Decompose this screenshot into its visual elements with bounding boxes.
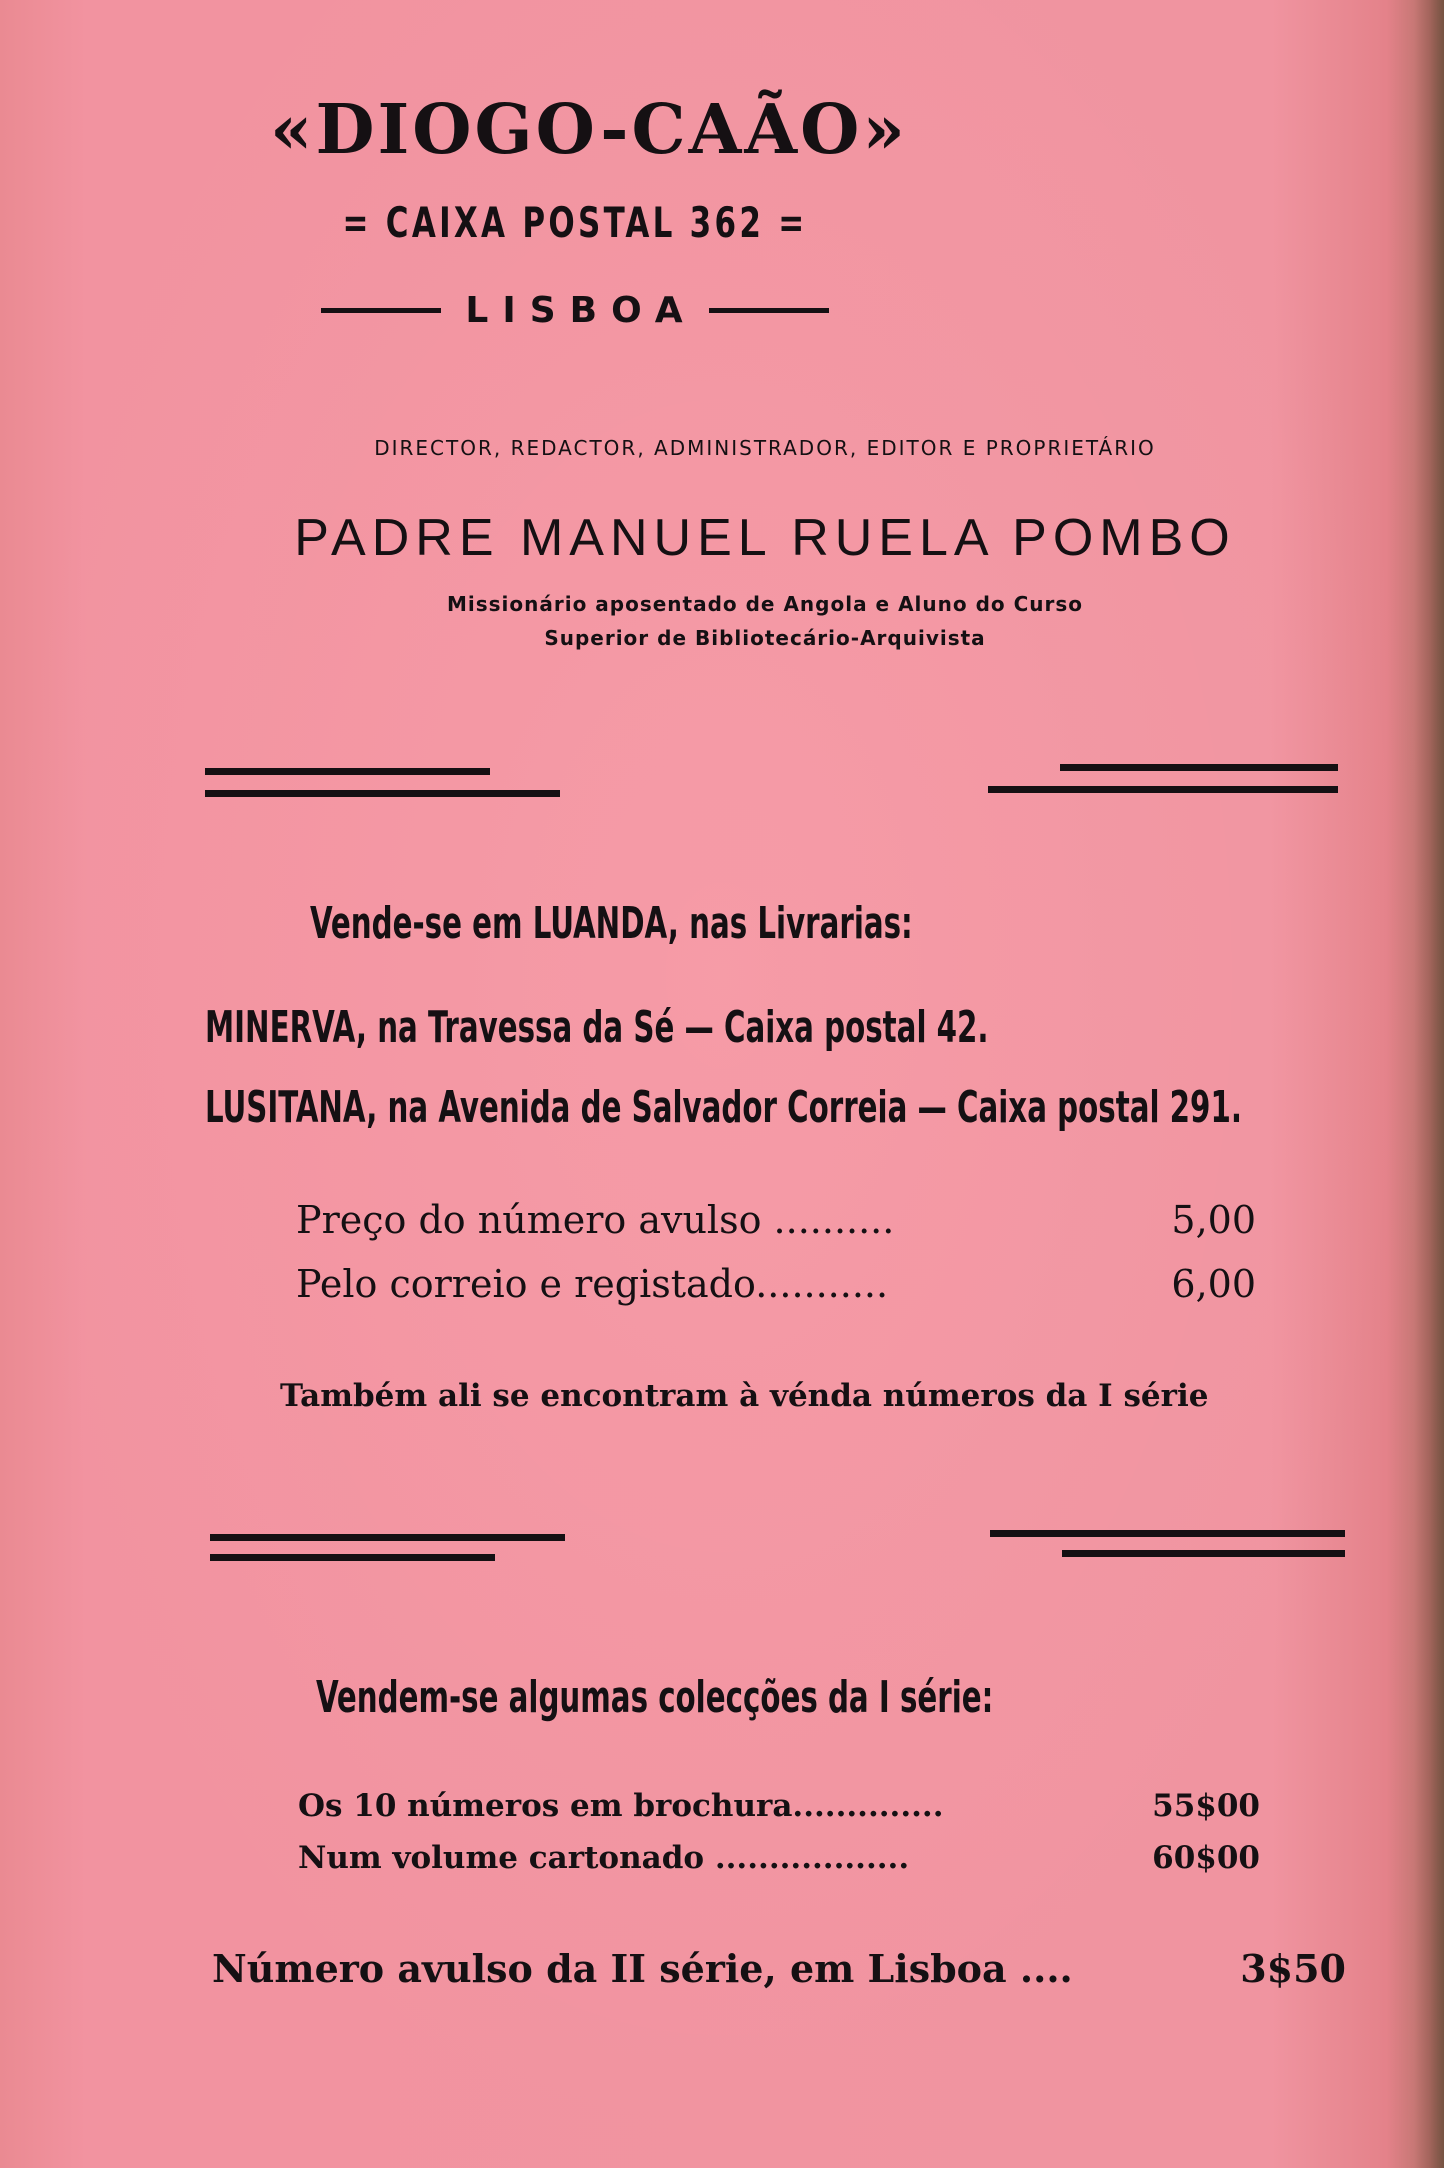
collection-label: Num volume cartonado .................. xyxy=(298,1840,910,1876)
bookshop-minerva xyxy=(205,1002,989,1053)
second-series-label: Número avulso da II série, em Lisboa .... xyxy=(212,1946,1073,1991)
bookshop-name: MINERVA xyxy=(205,1002,356,1053)
upper-left-double-rule xyxy=(205,768,565,798)
page-edge-shadow xyxy=(1414,0,1444,2168)
bookshop-details: , na Avenida de Salvador Correia — Caixa postal 291. xyxy=(366,1082,1242,1133)
second-series-price: 3$50 xyxy=(1240,1946,1346,1991)
director-name: PADRE MANUEL RUELA POMBO xyxy=(294,509,1236,567)
city-line xyxy=(270,290,880,331)
rule-bar xyxy=(205,768,490,775)
first-series-availability-note: Também ali se encontram à vénda números da I série xyxy=(280,1378,1209,1414)
city-right-rule xyxy=(709,308,829,313)
price-label: Preço do número avulso .......... xyxy=(296,1198,895,1242)
rule-bar xyxy=(210,1534,565,1541)
luanda-heading: Vende-se em LUANDA, nas Livrarias: xyxy=(310,898,913,949)
rule-bar xyxy=(1062,1550,1345,1557)
collection-price: 55$00 xyxy=(1152,1788,1260,1824)
director-description-line-1: Missionário aposentado de Angola e Aluno do Curso xyxy=(446,592,1084,616)
rule-bar xyxy=(988,786,1338,793)
bookshop-name: LUSITANA xyxy=(205,1082,367,1133)
journal-title: «DIOGO-CAÃO» xyxy=(270,90,908,170)
director-description-line-2: Superior de Bibliotecário-Arquivista xyxy=(544,626,986,650)
bookshop-details: , na Travessa da Sé — Caixa postal 42. xyxy=(355,1002,989,1053)
collections-heading: Vendem-se algumas colecções da I série: xyxy=(316,1672,994,1723)
lower-right-double-rule xyxy=(990,1530,1350,1564)
price-label: Pelo correio e registado........... xyxy=(296,1262,889,1306)
upper-right-double-rule xyxy=(988,764,1348,798)
lower-left-double-rule xyxy=(210,1534,570,1564)
collection-price: 60$00 xyxy=(1152,1840,1260,1876)
city-left-rule xyxy=(321,308,441,313)
rule-bar xyxy=(990,1530,1345,1537)
city-name: LISBOA xyxy=(465,290,697,331)
price-value: 5,00 xyxy=(1171,1198,1256,1242)
bookshop-lusitana xyxy=(205,1082,1242,1133)
rule-bar xyxy=(205,790,560,797)
postbox-line: = CAIXA POSTAL 362 = xyxy=(342,198,808,247)
director-roles: DIRECTOR, REDACTOR, ADMINISTRADOR, EDITOR E PROPRIETÁRIO xyxy=(374,436,1156,460)
collection-label: Os 10 números em brochura.............. xyxy=(298,1788,944,1824)
rule-bar xyxy=(210,1554,495,1561)
price-value: 6,00 xyxy=(1171,1262,1256,1306)
rule-bar xyxy=(1060,764,1338,771)
